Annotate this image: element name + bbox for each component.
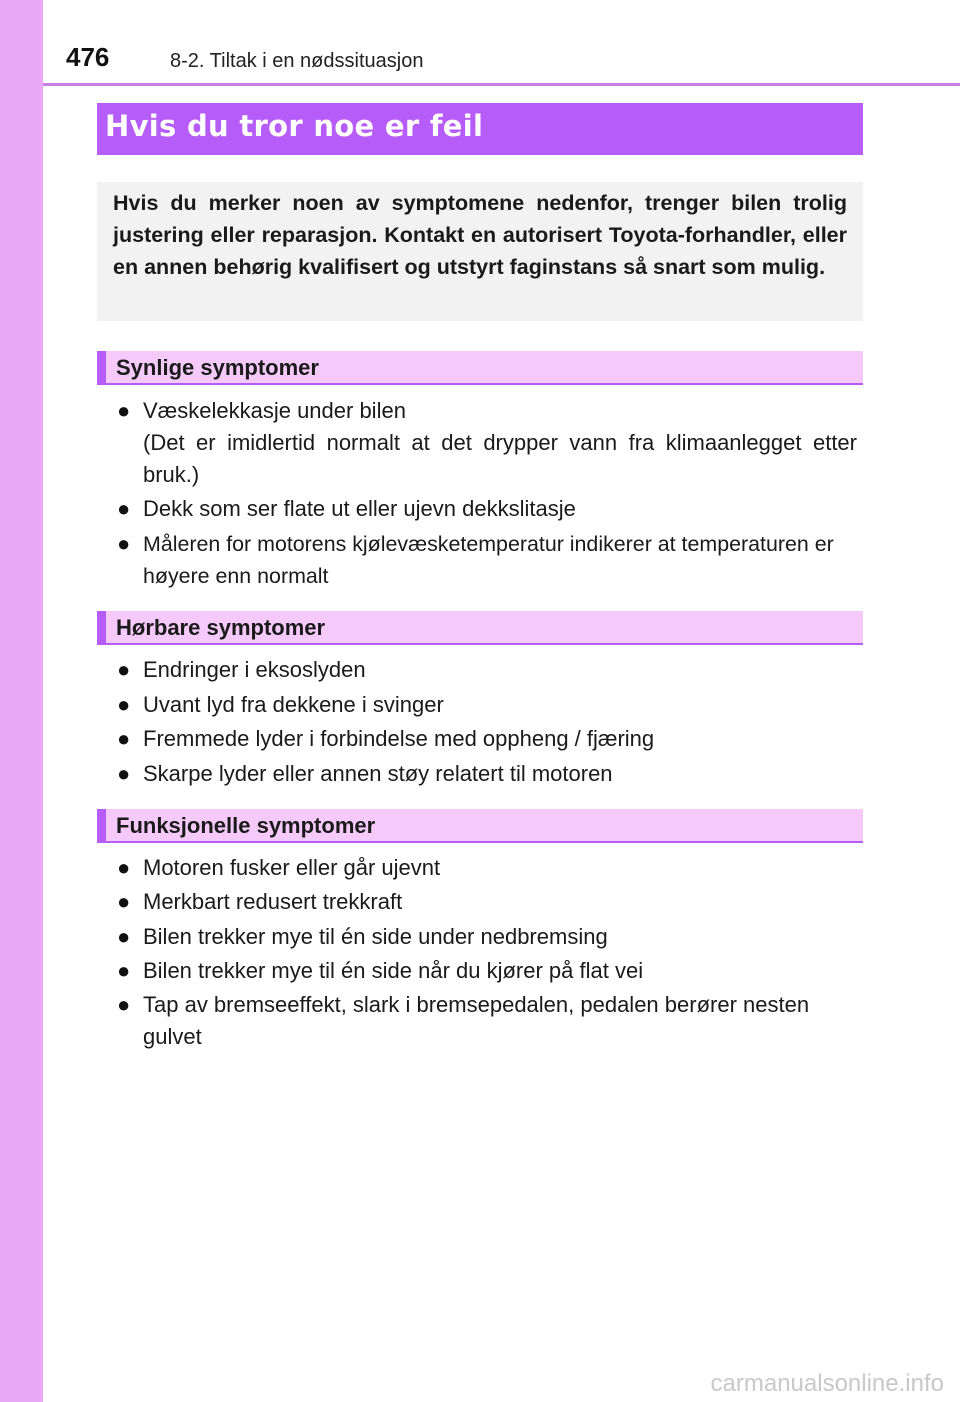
list-item (117, 654, 857, 686)
list-item-text: Motoren fusker eller går ujevnt (143, 855, 441, 880)
intro-text: Hvis du merker noen av symptomene nedenfor, trenger bilen trolig justering eller reparasjon. Kontakt en autorisert Toyota-forhandler, eller en annen behørig kvalifisert og utstyrt faginstans så snart som mulig. (113, 191, 847, 279)
running-head: 8-2. Tiltak i en nødssituasjon (170, 50, 424, 72)
list-item (117, 723, 857, 755)
list-item-text: Tap av bremseeffekt, slark i bremsepedalen, pedalen berører nesten gulvet (143, 992, 810, 1049)
page-header-rule (43, 0, 960, 86)
list-item-text: Skarpe lyder eller annen støy relatert til motoren (143, 761, 613, 786)
list-item (117, 493, 857, 525)
section-heading-visible (97, 351, 863, 385)
list-item (117, 955, 857, 987)
list-item-text: Uvant lyd fra dekkene i svinger (143, 692, 444, 717)
bullet-icon: ● (117, 657, 131, 682)
list-item (117, 886, 857, 918)
list-item (117, 852, 857, 884)
page-title: Hvis du tror noe er feil (105, 109, 484, 143)
list-item (117, 528, 857, 592)
watermark: carmanualsonline.info (710, 1370, 944, 1397)
list-item-text: Væskelekkasje under bilen (143, 398, 406, 423)
list-item-text: Bilen trekker mye til én side under nedbremsing (143, 924, 608, 949)
list-item-note: (Det er imidlertid normalt at det drypper vann fra klimaanlegget etter bruk.) (143, 430, 857, 487)
section-heading-label: Synlige symptomer (116, 355, 319, 380)
section-heading-audible (97, 611, 863, 645)
bullet-icon: ● (117, 531, 131, 556)
intro-box (97, 182, 863, 321)
list-item (117, 758, 857, 790)
bullet-icon: ● (117, 726, 131, 751)
bullet-icon: ● (117, 761, 131, 786)
section-heading-functional (97, 809, 863, 843)
bullet-icon: ● (117, 398, 131, 423)
bullet-icon: ● (117, 692, 131, 717)
list-item (117, 689, 857, 721)
list-item (117, 989, 857, 1053)
section-heading-label: Funksjonelle symptomer (116, 813, 376, 838)
list-item-text: Bilen trekker mye til én side når du kjører på flat vei (143, 958, 644, 983)
bullet-icon: ● (117, 924, 131, 949)
bullet-icon: ● (117, 958, 131, 983)
list-item-text: Endringer i eksoslyden (143, 657, 366, 682)
list-item (117, 921, 857, 953)
section-heading-label: Hørbare symptomer (116, 615, 326, 640)
page-number: 476 (66, 42, 110, 72)
page-title-bar (97, 103, 863, 155)
list-item-text: Dekk som ser flate ut eller ujevn dekkslitasje (143, 496, 576, 521)
bullet-icon: ● (117, 855, 131, 880)
bullet-icon: ● (117, 992, 131, 1017)
bullet-icon: ● (117, 889, 131, 914)
list-item-text: Måleren for motorens kjølevæsketemperatur indikerer at temperaturen er høyere enn normalt (143, 532, 834, 588)
list-item-text: Fremmede lyder i forbindelse med oppheng / fjæring (143, 726, 655, 751)
list-item (117, 395, 857, 491)
chapter-side-tab (0, 0, 43, 1402)
list-item-text: Merkbart redusert trekkraft (143, 889, 403, 914)
bullet-icon: ● (117, 496, 131, 521)
